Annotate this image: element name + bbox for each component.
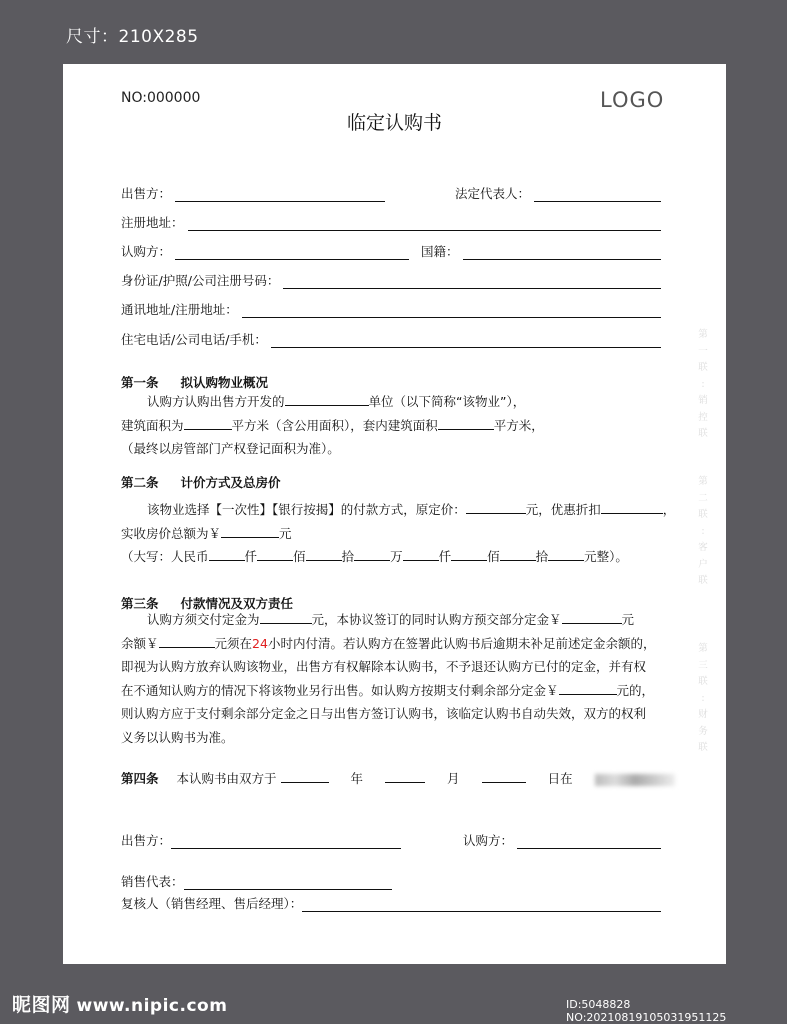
seller-sign-line[interactable] bbox=[171, 834, 401, 849]
id-line[interactable] bbox=[283, 274, 661, 289]
blank-line[interactable] bbox=[257, 547, 293, 561]
document-number: NO:000000 bbox=[121, 90, 201, 106]
phones-line[interactable] bbox=[271, 333, 661, 348]
article-3-title: 付款情况及双方责任 bbox=[180, 596, 294, 611]
text: 元须在 bbox=[214, 635, 253, 651]
buyer-label: 认购方： bbox=[121, 244, 172, 259]
blank-line[interactable] bbox=[500, 547, 536, 561]
copy-3-label: 第 三 联 : 财 务 联 bbox=[698, 643, 708, 753]
buyer-sign-line[interactable] bbox=[517, 834, 661, 849]
article-4-row bbox=[121, 769, 675, 787]
text: 余额￥ bbox=[121, 635, 159, 651]
text: 实收房价总额为￥ bbox=[121, 525, 222, 541]
contact-address-label: 通讯地址/注册地址： bbox=[121, 302, 238, 317]
text: 拾 bbox=[535, 549, 549, 564]
blank-line[interactable] bbox=[306, 547, 342, 561]
text: 在不通知认购方的情况下将该物业另行出售。如认购方按期支付剩余部分定金￥ bbox=[121, 682, 559, 698]
text: 仟 bbox=[244, 549, 258, 564]
reg-address-label: 注册地址： bbox=[121, 215, 184, 230]
text: 元的， bbox=[616, 682, 655, 698]
phones-row bbox=[121, 328, 661, 348]
blank-line[interactable] bbox=[354, 547, 390, 561]
image-id: ID:5048828 NO:20210819105031951125 bbox=[566, 998, 727, 1024]
article-1-num: 第一条 bbox=[121, 375, 159, 390]
text: 佰 bbox=[293, 549, 306, 564]
year-line[interactable] bbox=[281, 769, 329, 783]
document-title: 临定认购书 bbox=[346, 112, 442, 134]
text: 义务以认购书为准。 bbox=[121, 729, 234, 745]
signature-row bbox=[121, 829, 661, 849]
text: ， bbox=[662, 502, 676, 517]
blank-line[interactable] bbox=[451, 547, 487, 561]
blank-line[interactable] bbox=[562, 610, 622, 624]
text: 认购方须交付定金为 bbox=[147, 612, 260, 627]
blank-line[interactable] bbox=[601, 500, 663, 514]
sales-rep-line[interactable] bbox=[184, 875, 392, 890]
article-4-text: 本认购书由双方于 bbox=[176, 771, 277, 786]
phones-label: 住宅电话/公司电话/手机： bbox=[121, 332, 267, 347]
legal-rep-label: 法定代表人： bbox=[455, 186, 531, 201]
text: 平方米（含公用面积），套内建筑面积 bbox=[231, 417, 438, 433]
text: 元，本协议签订的同时认购方预交部分定金￥ bbox=[311, 612, 562, 627]
reviewer-row bbox=[121, 892, 661, 912]
month-label: 月 bbox=[447, 771, 460, 786]
nationality-line[interactable] bbox=[463, 245, 661, 260]
year-label: 年 bbox=[350, 771, 364, 786]
text: （最终以房管部门产权登记面积为准）。 bbox=[121, 441, 340, 456]
text: （大写：人民币 bbox=[121, 549, 209, 564]
site-watermark bbox=[12, 990, 227, 1017]
article-3-num: 第三条 bbox=[121, 596, 159, 611]
copy-2-label: 第 二 联 : 客 户 联 bbox=[698, 476, 708, 586]
article-1-title: 拟认购物业概况 bbox=[180, 375, 269, 390]
month-line[interactable] bbox=[385, 769, 425, 783]
buyer-sign-label: 认购方： bbox=[463, 833, 514, 848]
seller-sign-label: 出售方： bbox=[121, 833, 172, 848]
blank-line[interactable] bbox=[260, 610, 312, 624]
article-2-num: 第二条 bbox=[121, 475, 159, 490]
contact-address-row bbox=[121, 298, 661, 318]
sales-rep-label: 销售代表： bbox=[121, 874, 184, 889]
blank-line[interactable] bbox=[209, 547, 245, 561]
sales-rep-row bbox=[121, 870, 661, 890]
article-2-body bbox=[121, 498, 676, 569]
reviewer-line[interactable] bbox=[302, 897, 661, 912]
text: 即视为认购方放弃认购该物业，出售方有权解除本认购书，不予退还认购方已付的定金，并有权 bbox=[121, 659, 647, 674]
article-3-body bbox=[121, 608, 666, 749]
copy-1-label: 第 一 联 : 销 控 联 bbox=[698, 329, 708, 439]
size-label: 尺寸：210X285 bbox=[66, 27, 199, 47]
blank-line[interactable] bbox=[466, 500, 526, 514]
buyer-row bbox=[121, 240, 661, 260]
document-page bbox=[63, 64, 726, 964]
text: 单位（以下简称“该物业”）， bbox=[368, 394, 526, 409]
blank-line[interactable] bbox=[221, 524, 279, 538]
nationality-label: 国籍： bbox=[421, 244, 459, 259]
text: 拾 bbox=[341, 549, 355, 564]
article-2-heading bbox=[121, 473, 281, 491]
seller-line[interactable] bbox=[175, 187, 385, 202]
text: 则认购方应于支付剩余部分定金之日与出售方签订认购书，该临定认购书自动失效，双方的权利 bbox=[121, 706, 647, 721]
text: 元 bbox=[279, 525, 292, 541]
text: 小时内付清。若认购方在签署此认购书后逾期未补足前述定金余额的， bbox=[267, 635, 656, 651]
text: 该物业选择【一次性】【银行按揭】的付款方式，原定价： bbox=[147, 502, 466, 517]
text: 仟 bbox=[438, 549, 452, 564]
text: 万 bbox=[390, 549, 403, 564]
article-1-heading bbox=[121, 373, 268, 391]
buyer-line[interactable] bbox=[175, 245, 409, 260]
contact-address-line[interactable] bbox=[242, 303, 661, 318]
logo-placeholder: LOGO bbox=[600, 88, 665, 112]
legal-rep-line[interactable] bbox=[534, 187, 661, 202]
blank-line[interactable] bbox=[559, 681, 617, 695]
seller-label: 出售方： bbox=[121, 186, 172, 201]
blank-line[interactable] bbox=[403, 547, 439, 561]
blank-line[interactable] bbox=[184, 416, 232, 430]
blank-line[interactable] bbox=[548, 547, 584, 561]
id-label: 身份证/护照/公司注册号码： bbox=[121, 273, 280, 288]
text: 元 bbox=[621, 612, 635, 627]
text: 平方米， bbox=[493, 417, 544, 433]
article-2-title: 计价方式及总房价 bbox=[180, 475, 281, 490]
blank-line[interactable] bbox=[285, 392, 369, 406]
blank-line[interactable] bbox=[159, 634, 215, 648]
text: 认购方认购出售方开发的 bbox=[147, 394, 285, 409]
reg-address-line[interactable] bbox=[188, 216, 661, 231]
article-1-body bbox=[121, 390, 666, 461]
article-4-num: 第四条 bbox=[121, 771, 159, 786]
text: 佰 bbox=[487, 549, 500, 564]
hours-highlight: 24 bbox=[252, 635, 268, 651]
text: 元整）。 bbox=[584, 549, 628, 564]
reviewer-label: 复核人（销售经理、售后经理）： bbox=[121, 896, 303, 911]
reg-address-row bbox=[121, 211, 661, 231]
blurred-location bbox=[595, 774, 675, 786]
day-label: 日在 bbox=[547, 771, 573, 786]
seller-row bbox=[121, 182, 661, 202]
blank-line[interactable] bbox=[438, 416, 494, 430]
text: 元，优惠折扣 bbox=[525, 502, 601, 517]
text: 建筑面积为 bbox=[121, 417, 184, 433]
site-name: 昵图网 bbox=[12, 994, 71, 1016]
site-url: www.nipic.com bbox=[76, 996, 228, 1016]
day-line[interactable] bbox=[482, 769, 526, 783]
id-row bbox=[121, 269, 661, 289]
